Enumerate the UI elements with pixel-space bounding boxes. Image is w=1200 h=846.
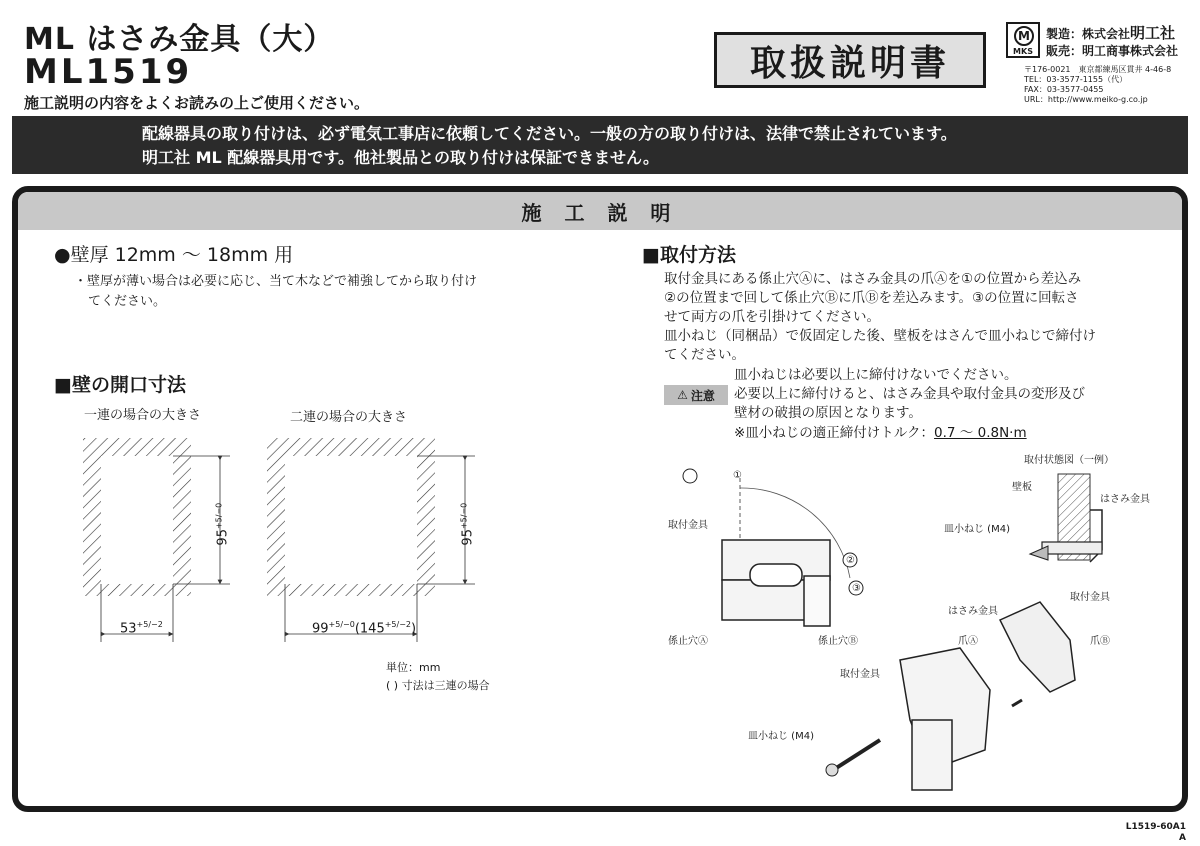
label-hole-a: 係止穴Ⓐ [668,636,708,647]
triple-gang-note: ( ) 寸法は三連の場合 [386,679,490,692]
label-claw-a: 爪Ⓐ [958,636,978,647]
label-screw-2: 皿小ねじ (M4) [748,731,814,742]
torque-value: 0.7 ～ 0.8N·m [934,425,1027,441]
warning-icon: ⚠ [677,388,688,402]
label-claw-b: 爪Ⓑ [1090,636,1110,647]
pos-3: ③ [852,583,861,594]
install-heading: ■取付方法 [642,244,736,266]
footer-code: L1519-60A1 [1125,822,1186,832]
label-clip: はさみ金具 [1100,494,1150,505]
company-url: URL：http://www.meiko-g.co.jp [1024,95,1148,104]
example-title: 取付状態図（一例） [1024,455,1114,466]
pos-1: ① [733,470,742,481]
notice-line-1: 配線器具の取り付けは、必ず電気工事店に依頼してください。一般の方の取り付けは、法律で禁止されています。 [142,124,957,143]
caution-line-1: 皿小ねじは必要以上に締付けないでください。 [734,367,1018,383]
document-type-badge: 取扱説明書 [714,32,986,88]
pos-2: ② [846,555,855,566]
label-bracket-2: 取付金具 [1070,592,1110,603]
company-logo [1006,22,1040,58]
wall-thickness-heading: ●壁厚 12mm ～ 18mm 用 [54,244,294,266]
install-line-2: ②の位置まで回して係止穴Ⓑに爪Ⓑを差込みます。③の位置に回転さ [664,290,1079,306]
caution-badge: ⚠ 注意 [664,385,728,405]
label-bracket: 取付金具 [668,520,708,531]
manufacturer-brand: 明工社 [1130,24,1176,42]
manufacturer-prefix: 製造：株式会社 [1046,27,1131,41]
double-height-dim: $95^{+5/-0}$ [459,502,476,546]
company-fax: FAX：03-3577-0455 [1024,85,1104,94]
single-opening [101,456,173,584]
label-clip-2: はさみ金具 [948,606,998,617]
unit-note: 単位：mm [386,661,441,674]
double-width-dim: $99^{+5/-0}(145^{+5/-2})$ [312,620,417,637]
install-line-3: せて両方の爪を引掛けてください。 [664,309,880,325]
legal-notice-band [12,116,1188,174]
single-height-dim: $95^{+5/-0}$ [214,502,231,546]
caution-line-3: 壁材の破損の原因となります。 [734,405,922,421]
label-bracket-3: 取付金具 [840,669,880,680]
install-line-5: てください。 [664,347,745,363]
double-gang-label: 二連の場合の大きさ [290,410,408,425]
exploded-assembly-diagram [820,600,1120,800]
logo-mark: M [1014,26,1034,46]
label-wall-board: 壁板 [1012,482,1032,493]
company-tel: TEL：03-3577-1155（代） [1024,75,1128,84]
product-title: ML はさみ金具（大） [24,22,335,57]
manufacturer [1046,22,1175,43]
section-title: 施 工 説 明 [18,192,1182,230]
read-instructions-note: 施工説明の内容をよくお読みの上ご使用ください。 [24,94,370,112]
notice-line-2: 明工社 ML 配線器具用です。他社製品との取り付けは保証できません。 [142,148,659,167]
single-width-dim: $53^{+5/-2}$ [120,620,163,637]
document-code [1126,822,1186,844]
caution-line-2: 必要以上に締付けると、はさみ金具や取付金具の変形及び [734,386,1085,402]
double-opening [285,456,417,584]
label-hole-b: 係止穴Ⓑ [818,636,858,647]
torque-spec: ※皿小ねじの適正締付けトルク：0.7 ～ 0.8N·m [734,425,1027,441]
company-address: 〒176-0021 東京都練馬区貫井 4-46-8 [1024,65,1172,74]
logo-text: MKS [1013,47,1033,56]
wall-thickness-note-1: ・壁厚が薄い場合は必要に応じ、当て木などで補強してから取り付け [74,274,478,289]
seller: 販売：明工商事株式会社 [1046,44,1179,58]
install-line-4: 皿小ねじ（同梱品）で仮固定した後、壁板をはさんで皿小ねじで締付け [664,328,1096,344]
single-gang-label: 一連の場合の大きさ [84,408,202,423]
footer-rev: A [1179,833,1186,843]
label-screw: 皿小ねじ (M4) [944,524,1010,535]
wall-thickness-note-2: てください。 [88,294,167,309]
model-number: ML1519 [24,52,193,92]
opening-heading: ■壁の開口寸法 [54,374,186,396]
install-line-1: 取付金具にある係止穴Ⓐに、はさみ金具の爪Ⓐを①の位置から差込み [664,271,1082,287]
